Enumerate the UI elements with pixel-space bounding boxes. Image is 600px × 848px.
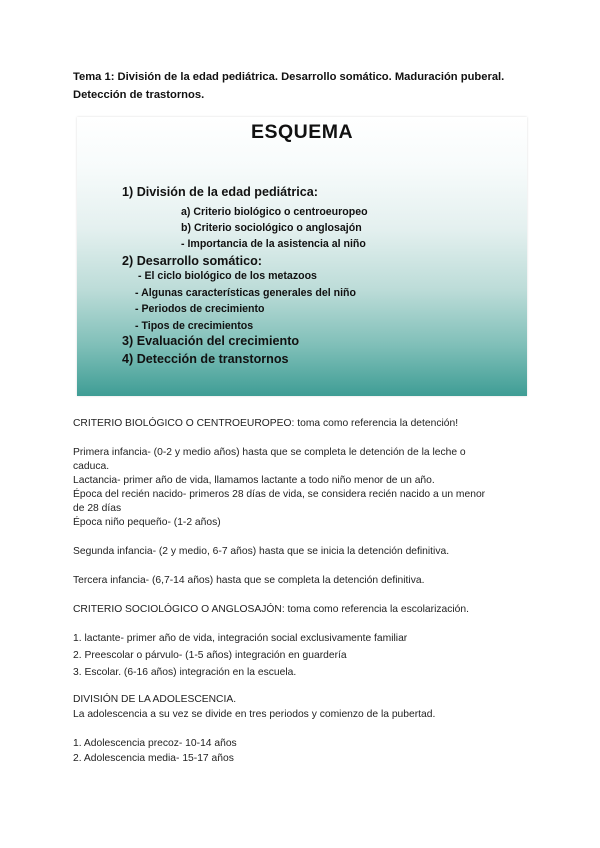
slide-item: - Importancia de la asistencia al niño — [181, 238, 366, 250]
section-heading-adolescence: DIVISIÓN DE LA ADOLESCENCIA. — [73, 694, 237, 705]
section-heading-sociological: CRITERIO SOCIOLÓGICO O ANGLOSAJÓN: toma como referencia la escolarización. — [73, 604, 469, 615]
slide-item: b) Criterio sociológico o anglosajón — [181, 222, 362, 234]
slide-item: - El ciclo biológico de los metazoos — [138, 270, 317, 282]
paragraph-line: Tercera infancia- (6,7-14 años) hasta que se completa la detención definitiva. — [73, 575, 425, 586]
schema-slide — [77, 117, 527, 396]
paragraph-line: Segunda infancia- (2 y medio, 6-7 años) hasta que se inicia la detención definitiva. — [73, 546, 450, 557]
list-item: 2. Adolescencia media- 15-17 años — [73, 753, 234, 764]
slide-item: a) Criterio biológico o centroeuropeo — [181, 206, 368, 218]
slide-item: - Algunas características generales del niño — [135, 287, 356, 299]
paragraph-line: de 28 días — [73, 503, 122, 514]
slide-item: 4) Detección de transtornos — [122, 352, 289, 366]
list-item: 3. Escolar. (6-16 años) integración en la escuela. — [73, 667, 297, 678]
list-item: 2. Preescolar o párvulo- (1-5 años) integración en guardería — [73, 650, 347, 661]
list-item: 1. lactante- primer año de vida, integración social exclusivamente familiar — [73, 633, 408, 644]
paragraph-line: Primera infancia- (0-2 y medio años) hasta que se completa le detención de la leche o — [73, 447, 466, 458]
slide-item: 3) Evaluación del crecimiento — [122, 334, 300, 348]
slide-item: - Periodos de crecimiento — [135, 303, 265, 315]
paragraph-line: Lactancia- primer año de vida, llamamos lactante a todo niño menor de un año. — [73, 475, 435, 486]
slide-item: 2) Desarrollo somático: — [122, 254, 262, 268]
section-heading-biological: CRITERIO BIOLÓGICO O CENTROEUROPEO: toma como referencia la detención! — [73, 418, 459, 429]
list-item: 1. Adolescencia precoz- 10-14 años — [73, 738, 237, 749]
slide-heading: ESQUEMA — [250, 121, 354, 143]
slide-item: 1) División de la edad pediátrica: — [122, 185, 318, 199]
paragraph-line: caduca. — [73, 461, 110, 472]
paragraph-line: Época niño pequeño- (1-2 años) — [73, 517, 221, 528]
slide-item: - Tipos de crecimientos — [135, 320, 254, 332]
document-title: Tema 1: División de la edad pediátrica. Desarrollo somático. Maduración puberal. Detección de trastornos. — [73, 71, 505, 101]
paragraph-line: La adolescencia a su vez se divide en tres periodos y comienzo de la pubertad. — [73, 709, 436, 720]
paragraph-line: Época del recién nacido- primeros 28 días de vida, se considera recién nacido a un menor — [73, 489, 486, 500]
